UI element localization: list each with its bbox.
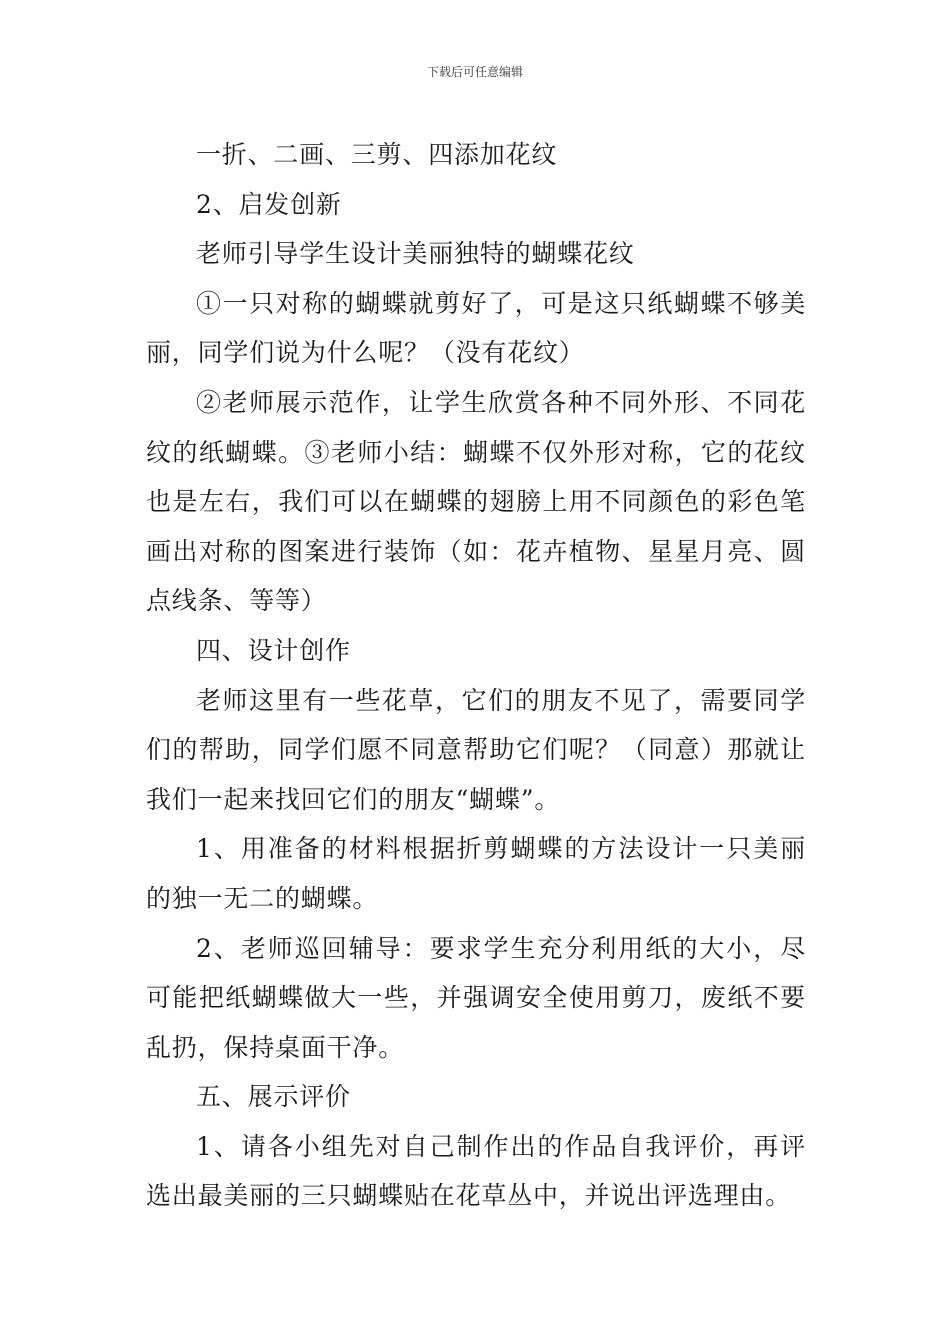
paragraph-point-1: ①一只对称的蝴蝶就剪好了，可是这只纸蝴蝶不够美丽，同学们说为什么呢？（没有花纹）: [146, 288, 806, 368]
paragraph-heading-design: 四、设计创作: [196, 635, 351, 665]
page-header-note: 下载后可任意编辑: [426, 65, 523, 79]
paragraph-steps: 一折、二画、三剪、四添加花纹: [196, 140, 558, 169]
paragraph-evaluate-1: 1、请各小组先对自己制作出的作品自我评价，再评选出最美丽的三只蝴蝶贴在花草丛中，并说出评选理由。: [146, 1131, 806, 1211]
paragraph-teacher-guide: 老师引导学生设计美丽独特的蝴蝶花纹: [196, 239, 635, 269]
paragraph-heading-inspire: 2、启发创新: [196, 189, 342, 219]
paragraph-heading-evaluate: 五、展示评价: [196, 1082, 351, 1112]
paragraph-step-1: 1、用准备的材料根据折剪蝴蝶的方法设计一只美丽的独一无二的蝴蝶。: [146, 834, 806, 913]
document-body: [146, 130, 806, 1221]
paragraph-step-2: 2、老师巡回辅导：要求学生充分利用纸的大小，尽可能把纸蝴蝶做大一些，并强调安全使用剪刀，废纸不要乱扔，保持桌面干净。: [146, 933, 806, 1062]
paragraph-point-2-3: ②老师展示范作，让学生欣赏各种不同外形、不同花纹的纸蝴蝶。③老师小结：蝴蝶不仅外形对称，它的花纹也是左右，我们可以在蝴蝶的翅膀上用不同颜色的彩色笔画出对称的图案进行装饰（如：花卉植物、星星月亮、圆点线条、等等）: [146, 387, 806, 616]
paragraph-intro: 老师这里有一些花草，它们的朋友不见了，需要同学们的帮助，同学们愿不同意帮助它们呢？（同意）那就让我们一起来找回它们的朋友“蝴蝶”。: [146, 685, 806, 814]
